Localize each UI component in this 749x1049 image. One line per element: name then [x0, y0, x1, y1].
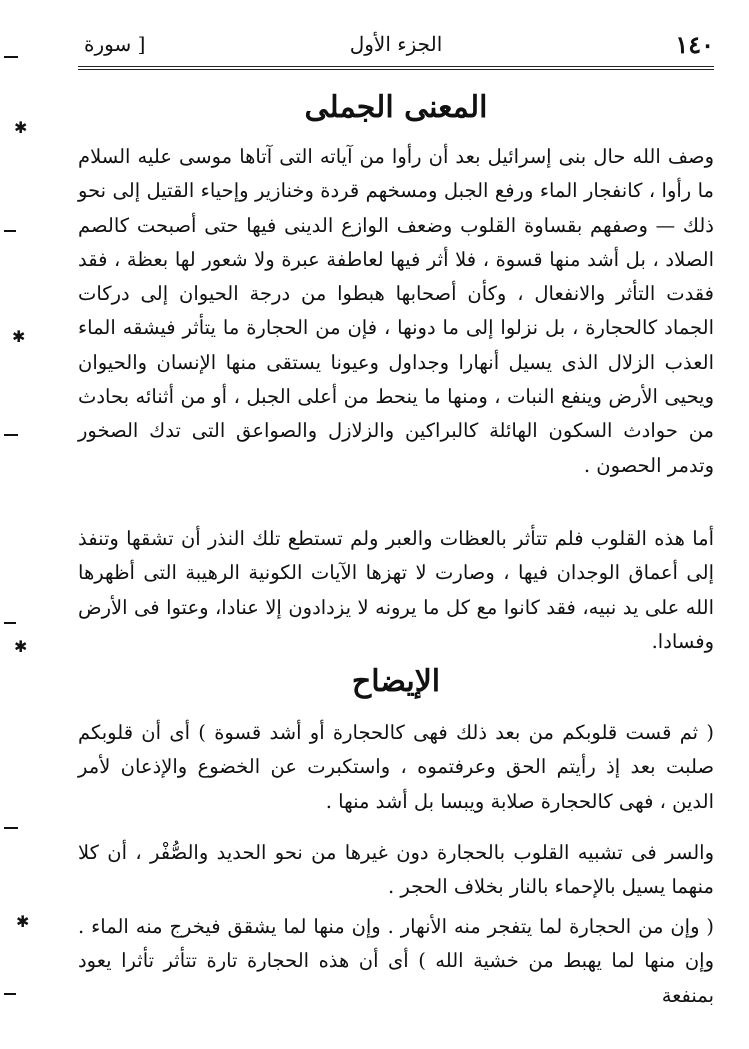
paragraph-explanation-2: والسر فى تشبيه القلوب بالحجارة دون غيرها من نحو الحديد والصُّفْر ، أن كلا منهما يسيل بالإحماء بالنار بخلاف الحجر .: [78, 841, 714, 899]
surah-label: [ سورة: [84, 32, 146, 56]
page-header: [78, 28, 714, 68]
ink-blot: ✱: [14, 118, 28, 137]
section-heading-explanation: الإيضاح: [351, 664, 441, 699]
margin-mark: [4, 230, 16, 232]
running-title: الجزء الأول: [349, 32, 443, 56]
header-rule-secondary: [78, 69, 714, 70]
margin-mark: [4, 56, 18, 58]
ink-blot: ✱: [16, 912, 30, 931]
paragraph-summary-1: وصف الله حال بنى إسرائيل بعد أن رأوا من آياته التى آتاها موسى عليه السلام ما رأوا ، كانفجار الماء ورفع الجبل ومسخهم قردة وخنازير وإحياء القتيل إلى نحو ذلك — وصفهم بقساوة القلوب وضعف الوازع الدينى فيها حتى أصبحت كالصم الصلاد ، بل أشد منها قسوة ، فلا أثر فيها لعاطفة عبرة ولا شعور لها بعظة ، فقد فقدت التأثر والانفعال ، وكأن أصحابها هبطوا من درجة الحيوان إلى دركات الجماد كالحجارة ، بل نزلوا إلى ما دونها ، فإن من الحجارة ما يتأثر فيشقه الماء العذب الزلال الذى يسيل أنهارا وجداول وعيونا يستقى منها الإنسان والحيوان ويحيى الأرض وينفع النبات ، ومنها ما ينحط من أعلى الجبل ، أو من أثنائه بحادث من حوادث السكون الهائلة كالبراكين والزلازل والصواعق التى تدك الصخور وتدمر الحصون .: [78, 145, 714, 477]
header-rule: [78, 66, 714, 67]
margin-mark: [4, 434, 18, 436]
ink-blot: ✱: [12, 327, 26, 346]
paragraph-explanation-3: ( وإن من الحجارة لما يتفجر منه الأنهار . وإن منها لما يشقق فيخرج منه الماء . وإن منها لما يهبط من خشية الله ) أى أن هذه الحجارة تارة تتأثر تأثرا يعود بمنفعة: [78, 915, 714, 1007]
section-heading-summary: المعنى الجملى: [304, 90, 488, 125]
page-number: ١٤٠: [675, 30, 714, 59]
margin-mark: [4, 622, 16, 624]
ink-blot: ✱: [14, 637, 28, 656]
paragraph-summary-2: أما هذه القلوب فلم تتأثر بالعظات والعبر ولم تستطع تلك النذر أن تشقها وتنفذ إلى أعماق الوجدان فيها ، وصارت لا تهزها الآيات الكونية الرهيبة التى أظهرها الله على يد نبيه، فقد كانوا مع كل ما يرونه لا يزدادون إلا عنادا، وعتوا فى الأرض وفسادا.: [78, 527, 714, 653]
margin-mark: [4, 827, 18, 829]
margin-mark: [4, 993, 16, 995]
paragraph-explanation-1: ( ثم قست قلوبكم من بعد ذلك فهى كالحجارة أو أشد قسوة ) أى أن قلوبكم صلبت بعد إذ رأيتم الحق وعرفتموه ، واستكبرت عن الخضوع والإذعان لأمر الدين ، فهى كالحجارة صلابة ويبسا بل أشد منها .: [78, 721, 714, 813]
